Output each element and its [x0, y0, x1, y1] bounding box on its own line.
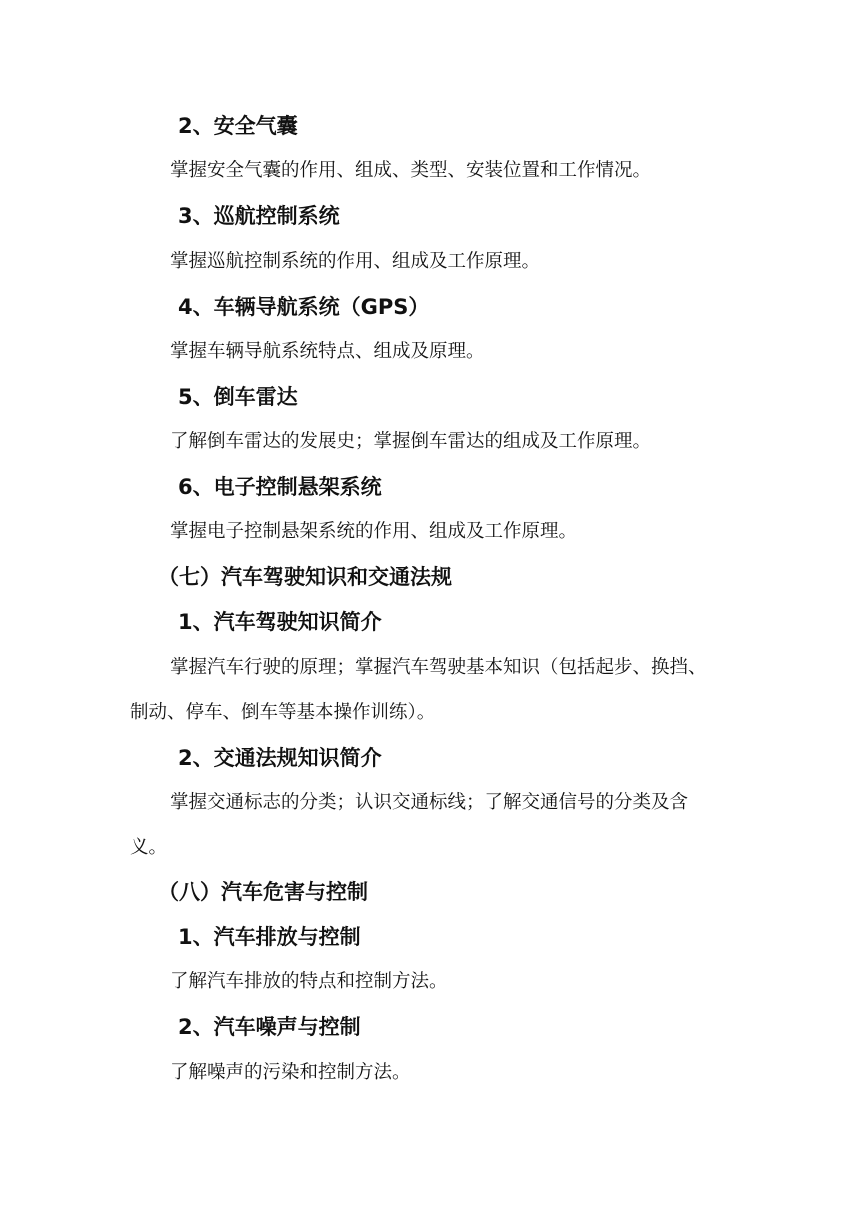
paragraph-traffic-law: 掌握交通标志的分类；认识交通标线；了解交通信号的分类及含: [170, 792, 689, 813]
subheading-suspension: 6、电子控制悬架系统: [178, 475, 382, 499]
subheading-navigation: 4、车辆导航系统（GPS）: [178, 295, 430, 319]
subheading-traffic-law: 2、交通法规知识简介: [178, 746, 382, 770]
paragraph-airbag: 掌握安全气囊的作用、组成、类型、安装位置和工作情况。: [170, 160, 652, 181]
subheading-reverse-radar: 5、倒车雷达: [178, 385, 298, 409]
subheading-cruise-control: 3、巡航控制系统: [178, 204, 340, 228]
section-heading-driving-traffic: （七）汽车驾驶知识和交通法规: [158, 565, 452, 589]
paragraph-driving-knowledge: 掌握汽车行驶的原理；掌握汽车驾驶基本知识（包括起步、换挡、: [170, 657, 707, 678]
section-heading-hazards: （八）汽车危害与控制: [158, 880, 368, 904]
paragraph-suspension: 掌握电子控制悬架系统的作用、组成及工作原理。: [170, 521, 578, 542]
paragraph-emissions: 了解汽车排放的特点和控制方法。: [170, 971, 448, 992]
subheading-emissions: 1、汽车排放与控制: [178, 925, 361, 949]
paragraph-traffic-law-cont: 义。: [130, 837, 168, 858]
subheading-driving-knowledge: 1、汽车驾驶知识简介: [178, 610, 382, 634]
paragraph-reverse-radar: 了解倒车雷达的发展史；掌握倒车雷达的组成及工作原理。: [170, 431, 652, 452]
paragraph-driving-knowledge-cont: 制动、停车、倒车等基本操作训练）。: [130, 702, 436, 723]
paragraph-cruise-control: 掌握巡航控制系统的作用、组成及工作原理。: [170, 251, 541, 272]
subheading-airbag: 2、安全气囊: [178, 114, 298, 138]
paragraph-navigation: 掌握车辆导航系统特点、组成及原理。: [170, 341, 485, 362]
subheading-noise: 2、汽车噪声与控制: [178, 1015, 361, 1039]
paragraph-noise: 了解噪声的污染和控制方法。: [170, 1062, 411, 1083]
